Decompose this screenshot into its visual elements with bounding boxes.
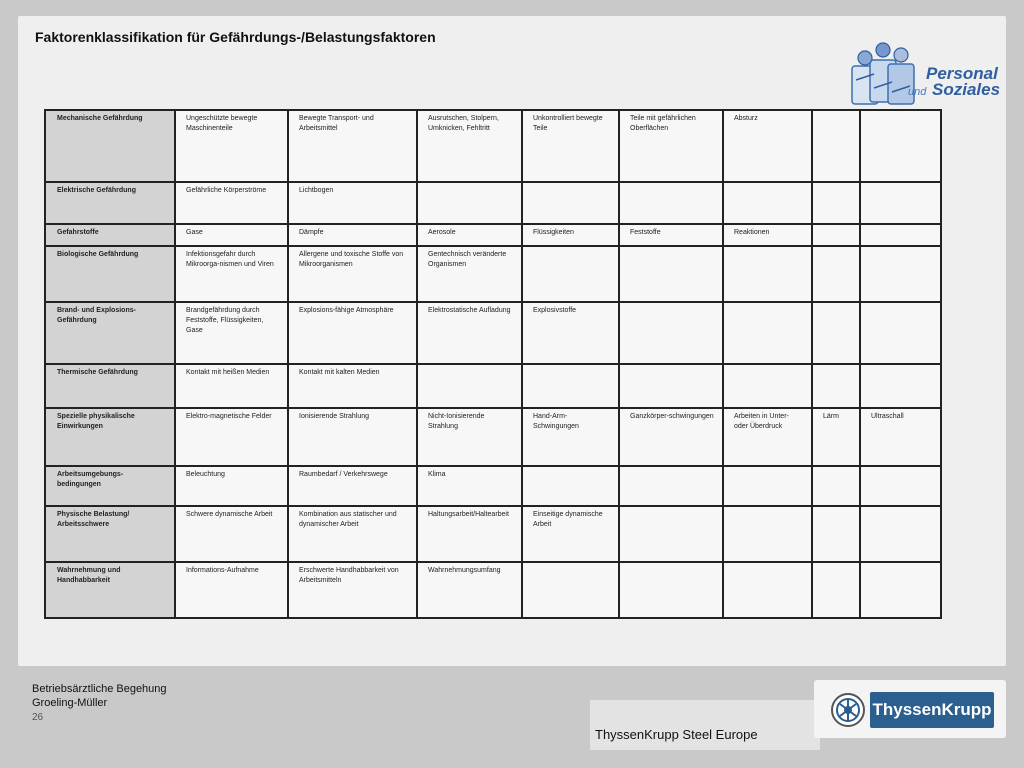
table-cell: [812, 110, 860, 182]
footer-strip: [590, 700, 820, 750]
table-cell: Infektionsgefahr durch Mikroorga-nismen und Viren: [175, 246, 288, 302]
logo-word-personal: Personal: [926, 64, 998, 83]
table-cell: [812, 246, 860, 302]
table-cell: [619, 302, 723, 364]
table-row: [45, 506, 941, 562]
table-cell: Teile mit gefährlichen Oberflächen: [619, 110, 723, 182]
table-cell: Unkontrolliert bewegte Teile: [522, 110, 619, 182]
table-cell: Reaktionen: [723, 224, 812, 246]
table-cell: Gentechnisch veränderte Organismen: [417, 246, 522, 302]
table-cell: [860, 246, 941, 302]
footer-line-2: Groeling-Müller: [32, 697, 108, 709]
table-cell: Raumbedarf / Verkehrswege: [288, 466, 417, 506]
table-cell: Feststoffe: [619, 224, 723, 246]
table-row: [45, 246, 941, 302]
logo-word-und: und: [908, 86, 927, 98]
factor-table: [44, 109, 942, 619]
row-category: Brand- und Explosions-Gefährdung: [45, 302, 175, 364]
row-category: Biologische Gefährdung: [45, 246, 175, 302]
table-cell: Erschwerte Handhabbarkeit von Arbeitsmitteln: [288, 562, 417, 618]
table-cell: Allergene und toxische Stoffe von Mikroorganismen: [288, 246, 417, 302]
table-row: [45, 182, 941, 224]
table-row: [45, 364, 941, 408]
people-logo-icon: [848, 40, 928, 112]
table-cell: Beleuchtung: [175, 466, 288, 506]
table-cell: [723, 562, 812, 618]
row-category: Arbeitsumgebungs-bedingungen: [45, 466, 175, 506]
table-row: [45, 466, 941, 506]
table-row: [45, 224, 941, 246]
table-cell: Ultraschall: [860, 408, 941, 466]
row-category: Spezielle physikalische Einwirkungen: [45, 408, 175, 466]
table-cell: [723, 182, 812, 224]
table-cell: [522, 246, 619, 302]
table-cell: Gefährliche Körperströme: [175, 182, 288, 224]
table-cell: Informations-Aufnahme: [175, 562, 288, 618]
table-cell: Absturz: [723, 110, 812, 182]
table-cell: [619, 466, 723, 506]
table-cell: [860, 110, 941, 182]
slide-title: Faktorenklassifikation für Gefährdungs-/Belastungsfaktoren: [35, 29, 436, 45]
row-category: Wahrnehmung und Handhabbarkeit: [45, 562, 175, 618]
table-cell: Explosivstoffe: [522, 302, 619, 364]
table-cell: [812, 302, 860, 364]
thyssenkrupp-emblem-icon: [830, 692, 866, 728]
table-cell: [417, 364, 522, 408]
table-cell: Klima: [417, 466, 522, 506]
personal-soziales-logo: [848, 40, 1001, 114]
table-cell: [812, 364, 860, 408]
row-category: Elektrische Gefährdung: [45, 182, 175, 224]
table-cell: [860, 466, 941, 506]
table-cell: [522, 466, 619, 506]
table-cell: [522, 562, 619, 618]
row-category: Physische Belastung/ Arbeitsschwere: [45, 506, 175, 562]
footer-line-1: Betriebsärztliche Begehung: [32, 683, 167, 695]
table-row: [45, 302, 941, 364]
table-cell: [812, 182, 860, 224]
table-row: [45, 408, 941, 466]
logo-word-soziales: Soziales: [932, 80, 1001, 99]
table-cell: [619, 562, 723, 618]
row-category: Mechanische Gefährdung: [45, 110, 175, 182]
table-cell: [723, 302, 812, 364]
table-cell: Haltungsarbeit/Haltearbeit: [417, 506, 522, 562]
table-cell: [619, 506, 723, 562]
table-cell: Brandgefährdung durch Feststoffe, Flüssigkeiten, Gase: [175, 302, 288, 364]
slide: [18, 16, 1006, 666]
table-cell: [619, 246, 723, 302]
table-cell: Nicht-Ionisierende Strahlung: [417, 408, 522, 466]
table-cell: Ionisierende Strahlung: [288, 408, 417, 466]
table-cell: Bewegte Transport- und Arbeitsmittel: [288, 110, 417, 182]
table-cell: [723, 466, 812, 506]
table-cell: Arbeiten in Unter- oder Überdruck: [723, 408, 812, 466]
table-cell: Dämpfe: [288, 224, 417, 246]
row-category: Thermische Gefährdung: [45, 364, 175, 408]
table-cell: [417, 182, 522, 224]
table-cell: [522, 182, 619, 224]
row-category: Gefahrstoffe: [45, 224, 175, 246]
table-cell: Lichtbogen: [288, 182, 417, 224]
table-cell: Schwere dynamische Arbeit: [175, 506, 288, 562]
table-cell: [619, 364, 723, 408]
table-cell: [812, 224, 860, 246]
thyssenkrupp-logo: [814, 680, 1006, 738]
table-cell: Kontakt mit kalten Medien: [288, 364, 417, 408]
table-cell: [723, 506, 812, 562]
table-cell: Kombination aus statischer und dynamischer Arbeit: [288, 506, 417, 562]
footer-info: [32, 682, 167, 725]
table-cell: [812, 562, 860, 618]
table-row: [45, 110, 941, 182]
page-number: 26: [32, 712, 44, 723]
table-cell: [619, 182, 723, 224]
table-cell: Ausrutschen, Stolpern, Umknicken, Fehltritt: [417, 110, 522, 182]
table-cell: [522, 364, 619, 408]
table-cell: [723, 364, 812, 408]
table-cell: Lärm: [812, 408, 860, 466]
table-cell: [812, 466, 860, 506]
company-name: ThyssenKrupp Steel Europe: [595, 727, 758, 742]
table-cell: Elektrostatische Aufladung: [417, 302, 522, 364]
table-cell: Einseitige dynamische Arbeit: [522, 506, 619, 562]
table-cell: Gase: [175, 224, 288, 246]
table-cell: Kontakt mit heißen Medien: [175, 364, 288, 408]
table-cell: Aerosole: [417, 224, 522, 246]
table-cell: [860, 302, 941, 364]
table-cell: [860, 562, 941, 618]
table-cell: [860, 182, 941, 224]
thyssenkrupp-brand-label: ThyssenKrupp: [870, 692, 994, 728]
table-cell: [860, 506, 941, 562]
table-row: [45, 562, 941, 618]
table-cell: Hand-Arm-Schwingungen: [522, 408, 619, 466]
table-cell: Wahrnehmungsumfang: [417, 562, 522, 618]
table-cell: [812, 506, 860, 562]
table-cell: Elektro-magnetische Felder: [175, 408, 288, 466]
table-cell: Flüssigkeiten: [522, 224, 619, 246]
table-cell: Ungeschützte bewegte Maschinenteile: [175, 110, 288, 182]
table-cell: [860, 364, 941, 408]
table-cell: Explosions-fähige Atmosphäre: [288, 302, 417, 364]
table-cell: Ganzkörper-schwingungen: [619, 408, 723, 466]
table-cell: [723, 246, 812, 302]
table-cell: [860, 224, 941, 246]
